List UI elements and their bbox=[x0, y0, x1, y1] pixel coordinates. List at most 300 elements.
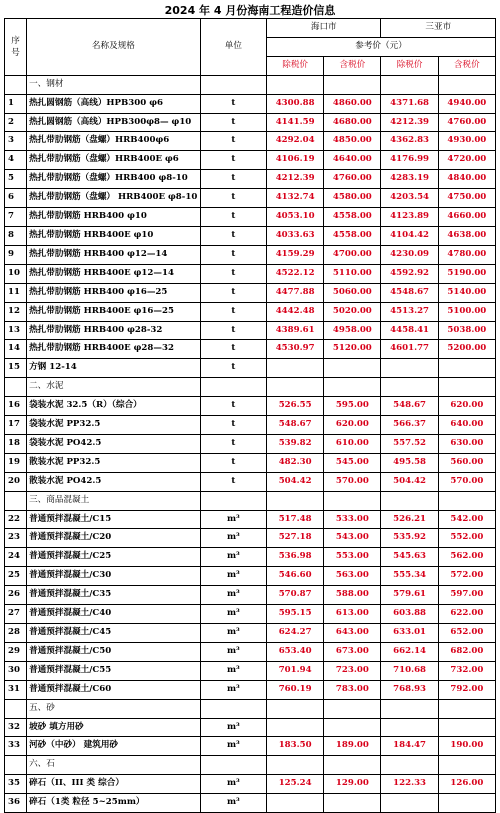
cell-name: 散装水泥 PO42.5 bbox=[27, 472, 201, 491]
cell-sanya-in-tax: 5100.00 bbox=[438, 302, 495, 321]
section-row bbox=[5, 75, 496, 94]
section-title: 三、商品混凝土 bbox=[27, 491, 201, 510]
table-row bbox=[5, 661, 496, 680]
cell-haikou-ex-tax: 536.98 bbox=[267, 548, 324, 567]
cell-no: 11 bbox=[5, 283, 27, 302]
table-row bbox=[5, 510, 496, 529]
cell-unit: t bbox=[200, 283, 266, 302]
cell-unit: m³ bbox=[200, 794, 266, 813]
table-row bbox=[5, 624, 496, 643]
cell-no: 1 bbox=[5, 94, 27, 113]
cell-sanya-ex-tax: 504.42 bbox=[381, 472, 438, 491]
cell-price bbox=[381, 756, 438, 775]
cell-haikou-ex-tax: 548.67 bbox=[267, 416, 324, 435]
table-row bbox=[5, 94, 496, 113]
cell-sanya-ex-tax: 4212.39 bbox=[381, 113, 438, 132]
cell-haikou-in-tax: 4850.00 bbox=[324, 132, 381, 151]
cell-no: 19 bbox=[5, 453, 27, 472]
cell-unit: t bbox=[200, 151, 266, 170]
price-table bbox=[4, 18, 496, 813]
cell-price bbox=[438, 378, 495, 397]
cell-unit: t bbox=[200, 226, 266, 245]
table-row bbox=[5, 453, 496, 472]
table-row bbox=[5, 586, 496, 605]
cell-name: 热扎带肋钢筋（盘螺）HRB400 φ8-10 bbox=[27, 170, 201, 189]
header-sy-in-tax: 含税价 bbox=[438, 56, 495, 75]
cell-unit bbox=[200, 699, 266, 718]
cell-name: 热扎带肋钢筋 HRB400 φ10 bbox=[27, 208, 201, 227]
cell-sanya-ex-tax: 526.21 bbox=[381, 510, 438, 529]
cell-name: 普通预拌混凝土/C25 bbox=[27, 548, 201, 567]
cell-haikou-in-tax: 5120.00 bbox=[324, 340, 381, 359]
table-row bbox=[5, 283, 496, 302]
cell-unit: t bbox=[200, 94, 266, 113]
cell-price bbox=[438, 75, 495, 94]
cell-unit: m³ bbox=[200, 605, 266, 624]
cell-haikou-ex-tax: 526.55 bbox=[267, 397, 324, 416]
cell-sanya-ex-tax: 603.88 bbox=[381, 605, 438, 624]
cell-sanya-in-tax: 652.00 bbox=[438, 624, 495, 643]
cell-no: 4 bbox=[5, 151, 27, 170]
cell-no: 36 bbox=[5, 794, 27, 813]
cell-sanya-ex-tax: 579.61 bbox=[381, 586, 438, 605]
cell-name: 普通预拌混凝土/C50 bbox=[27, 642, 201, 661]
cell-name: 热扎带肋钢筋 HRB400E φ10 bbox=[27, 226, 201, 245]
cell-unit: t bbox=[200, 416, 266, 435]
table-row bbox=[5, 321, 496, 340]
cell-haikou-ex-tax: 517.48 bbox=[267, 510, 324, 529]
table-row bbox=[5, 434, 496, 453]
cell-name: 热扎带肋钢筋 HRB400E φ12—14 bbox=[27, 264, 201, 283]
table-body bbox=[5, 75, 496, 812]
cell-name: 热扎带肋钢筋（盘螺）HRB400E φ6 bbox=[27, 151, 201, 170]
cell-haikou-in-tax: 620.00 bbox=[324, 416, 381, 435]
cell-no: 20 bbox=[5, 472, 27, 491]
cell-haikou-in-tax: 4680.00 bbox=[324, 113, 381, 132]
cell-sanya-ex-tax: 4592.92 bbox=[381, 264, 438, 283]
cell-sanya-in-tax bbox=[438, 794, 495, 813]
table-row bbox=[5, 359, 496, 378]
cell-price bbox=[324, 75, 381, 94]
cell-sanya-ex-tax bbox=[381, 718, 438, 737]
cell-sanya-ex-tax: 535.92 bbox=[381, 529, 438, 548]
cell-sanya-in-tax: 682.00 bbox=[438, 642, 495, 661]
cell-sanya-in-tax: 630.00 bbox=[438, 434, 495, 453]
cell-price bbox=[324, 756, 381, 775]
cell-haikou-in-tax bbox=[324, 794, 381, 813]
cell-no: 15 bbox=[5, 359, 27, 378]
cell-unit: t bbox=[200, 302, 266, 321]
cell-sanya-ex-tax: 4548.67 bbox=[381, 283, 438, 302]
cell-sanya-in-tax: 542.00 bbox=[438, 510, 495, 529]
cell-haikou-ex-tax: 482.30 bbox=[267, 453, 324, 472]
cell-sanya-in-tax: 5140.00 bbox=[438, 283, 495, 302]
cell-unit: m³ bbox=[200, 567, 266, 586]
cell-sanya-ex-tax: 557.52 bbox=[381, 434, 438, 453]
cell-sanya-ex-tax: 4371.68 bbox=[381, 94, 438, 113]
cell-haikou-in-tax: 553.00 bbox=[324, 548, 381, 567]
cell-haikou-ex-tax: 4477.88 bbox=[267, 283, 324, 302]
table-row bbox=[5, 416, 496, 435]
cell-haikou-ex-tax: 4212.39 bbox=[267, 170, 324, 189]
cell-sanya-in-tax: 562.00 bbox=[438, 548, 495, 567]
table-row bbox=[5, 245, 496, 264]
cell-name: 散装水泥 PP32.5 bbox=[27, 453, 201, 472]
cell-haikou-ex-tax: 4442.48 bbox=[267, 302, 324, 321]
cell-sanya-ex-tax: 4362.83 bbox=[381, 132, 438, 151]
cell-sanya-in-tax: 126.00 bbox=[438, 775, 495, 794]
header-hk-ex-tax: 除税价 bbox=[267, 56, 324, 75]
header-hk-in-tax: 含税价 bbox=[324, 56, 381, 75]
cell-price bbox=[324, 699, 381, 718]
cell-name: 热扎带肋钢筋 HRB400E φ28—32 bbox=[27, 340, 201, 359]
cell-haikou-in-tax: 4860.00 bbox=[324, 94, 381, 113]
section-title: 二、水泥 bbox=[27, 378, 201, 397]
cell-name: 普通预拌混凝土/C20 bbox=[27, 529, 201, 548]
cell-haikou-in-tax: 5060.00 bbox=[324, 283, 381, 302]
cell-sanya-ex-tax: 545.63 bbox=[381, 548, 438, 567]
cell-haikou-in-tax: 4640.00 bbox=[324, 151, 381, 170]
cell-haikou-in-tax: 595.00 bbox=[324, 397, 381, 416]
cell-name: 普通预拌混凝土/C55 bbox=[27, 661, 201, 680]
cell-sanya-ex-tax bbox=[381, 794, 438, 813]
cell-name: 普通预拌混凝土/C45 bbox=[27, 624, 201, 643]
cell-no: 27 bbox=[5, 605, 27, 624]
cell-haikou-in-tax: 189.00 bbox=[324, 737, 381, 756]
table-row bbox=[5, 208, 496, 227]
cell-no: 24 bbox=[5, 548, 27, 567]
cell-name: 碎石（1类 粒径 5~25mm） bbox=[27, 794, 201, 813]
cell-no bbox=[5, 491, 27, 510]
cell-name: 普通预拌混凝土/C40 bbox=[27, 605, 201, 624]
cell-sanya-ex-tax: 495.58 bbox=[381, 453, 438, 472]
cell-haikou-ex-tax: 527.18 bbox=[267, 529, 324, 548]
cell-name: 热扎带肋钢筋 HRB400 φ28-32 bbox=[27, 321, 201, 340]
table-row bbox=[5, 113, 496, 132]
table-row bbox=[5, 397, 496, 416]
cell-unit: m³ bbox=[200, 680, 266, 699]
cell-sanya-ex-tax: 122.33 bbox=[381, 775, 438, 794]
cell-haikou-in-tax: 5020.00 bbox=[324, 302, 381, 321]
header-name: 名称及规格 bbox=[27, 19, 201, 76]
cell-haikou-ex-tax: 4132.74 bbox=[267, 189, 324, 208]
header-ref-price: 参考价（元） bbox=[267, 37, 496, 56]
cell-haikou-ex-tax: 4530.97 bbox=[267, 340, 324, 359]
cell-haikou-ex-tax: 4141.59 bbox=[267, 113, 324, 132]
cell-no bbox=[5, 756, 27, 775]
cell-no: 17 bbox=[5, 416, 27, 435]
cell-no: 7 bbox=[5, 208, 27, 227]
cell-no: 22 bbox=[5, 510, 27, 529]
cell-haikou-in-tax: 563.00 bbox=[324, 567, 381, 586]
cell-haikou-in-tax: 610.00 bbox=[324, 434, 381, 453]
cell-sanya-ex-tax: 4203.54 bbox=[381, 189, 438, 208]
cell-name: 热扎带肋钢筋 HRB400 φ12—14 bbox=[27, 245, 201, 264]
cell-sanya-ex-tax bbox=[381, 359, 438, 378]
header-no-line2: 号 bbox=[11, 47, 20, 58]
cell-haikou-in-tax: 543.00 bbox=[324, 529, 381, 548]
cell-unit: t bbox=[200, 208, 266, 227]
cell-name: 热扎带肋钢筋（盘螺）HRB400φ6 bbox=[27, 132, 201, 151]
cell-name: 普通预拌混凝土/C15 bbox=[27, 510, 201, 529]
cell-unit: m³ bbox=[200, 529, 266, 548]
cell-haikou-ex-tax: 504.42 bbox=[267, 472, 324, 491]
cell-sanya-ex-tax: 4104.42 bbox=[381, 226, 438, 245]
cell-sanya-in-tax: 4760.00 bbox=[438, 113, 495, 132]
cell-sanya-ex-tax: 4283.19 bbox=[381, 170, 438, 189]
cell-no: 2 bbox=[5, 113, 27, 132]
cell-price bbox=[267, 699, 324, 718]
cell-sanya-in-tax: 5200.00 bbox=[438, 340, 495, 359]
cell-haikou-in-tax: 4700.00 bbox=[324, 245, 381, 264]
cell-no: 29 bbox=[5, 642, 27, 661]
header-city-sanya: 三亚市 bbox=[381, 19, 496, 38]
cell-no: 5 bbox=[5, 170, 27, 189]
cell-haikou-in-tax bbox=[324, 359, 381, 378]
header-sy-ex-tax: 除税价 bbox=[381, 56, 438, 75]
cell-haikou-in-tax: 4558.00 bbox=[324, 226, 381, 245]
cell-unit: m³ bbox=[200, 586, 266, 605]
cell-haikou-in-tax: 533.00 bbox=[324, 510, 381, 529]
cell-price bbox=[381, 378, 438, 397]
cell-haikou-ex-tax: 4053.10 bbox=[267, 208, 324, 227]
cell-haikou-in-tax: 613.00 bbox=[324, 605, 381, 624]
table-row bbox=[5, 472, 496, 491]
cell-no: 26 bbox=[5, 586, 27, 605]
cell-haikou-ex-tax: 595.15 bbox=[267, 605, 324, 624]
cell-name: 碎石（II、III 类 综合） bbox=[27, 775, 201, 794]
cell-sanya-ex-tax: 555.34 bbox=[381, 567, 438, 586]
cell-sanya-in-tax bbox=[438, 718, 495, 737]
cell-name: 热扎带肋钢筋 HRB400E φ16—25 bbox=[27, 302, 201, 321]
cell-unit bbox=[200, 756, 266, 775]
cell-sanya-in-tax: 190.00 bbox=[438, 737, 495, 756]
cell-price bbox=[267, 378, 324, 397]
cell-name: 河砂（中砂） 建筑用砂 bbox=[27, 737, 201, 756]
cell-sanya-in-tax: 560.00 bbox=[438, 453, 495, 472]
cell-sanya-in-tax bbox=[438, 359, 495, 378]
cell-unit: t bbox=[200, 264, 266, 283]
cell-price bbox=[438, 756, 495, 775]
cell-sanya-in-tax: 570.00 bbox=[438, 472, 495, 491]
cell-sanya-ex-tax: 566.37 bbox=[381, 416, 438, 435]
cell-haikou-in-tax: 545.00 bbox=[324, 453, 381, 472]
cell-sanya-in-tax: 4840.00 bbox=[438, 170, 495, 189]
cell-haikou-in-tax: 4958.00 bbox=[324, 321, 381, 340]
cell-no: 14 bbox=[5, 340, 27, 359]
cell-sanya-in-tax: 792.00 bbox=[438, 680, 495, 699]
cell-unit: t bbox=[200, 132, 266, 151]
cell-no: 32 bbox=[5, 718, 27, 737]
table-row bbox=[5, 226, 496, 245]
cell-unit bbox=[200, 378, 266, 397]
table-row bbox=[5, 302, 496, 321]
table-row bbox=[5, 642, 496, 661]
section-row bbox=[5, 699, 496, 718]
cell-sanya-ex-tax: 710.68 bbox=[381, 661, 438, 680]
cell-sanya-in-tax: 732.00 bbox=[438, 661, 495, 680]
cell-sanya-in-tax: 4638.00 bbox=[438, 226, 495, 245]
cell-no: 10 bbox=[5, 264, 27, 283]
cell-price bbox=[267, 756, 324, 775]
cell-name: 普通预拌混凝土/C35 bbox=[27, 586, 201, 605]
cell-name: 热扎圆钢筋（高线）HPB300 φ6 bbox=[27, 94, 201, 113]
table-row bbox=[5, 605, 496, 624]
cell-haikou-in-tax: 673.00 bbox=[324, 642, 381, 661]
cell-sanya-in-tax: 5190.00 bbox=[438, 264, 495, 283]
cell-unit: m³ bbox=[200, 737, 266, 756]
cell-no: 13 bbox=[5, 321, 27, 340]
cell-haikou-ex-tax bbox=[267, 794, 324, 813]
table-row bbox=[5, 737, 496, 756]
table-row bbox=[5, 794, 496, 813]
cell-no: 33 bbox=[5, 737, 27, 756]
cell-haikou-ex-tax: 4300.88 bbox=[267, 94, 324, 113]
cell-no: 9 bbox=[5, 245, 27, 264]
cell-haikou-in-tax: 723.00 bbox=[324, 661, 381, 680]
cell-haikou-in-tax: 129.00 bbox=[324, 775, 381, 794]
cell-name: 普通预拌混凝土/C30 bbox=[27, 567, 201, 586]
table-row bbox=[5, 775, 496, 794]
cell-no: 3 bbox=[5, 132, 27, 151]
cell-no: 31 bbox=[5, 680, 27, 699]
cell-haikou-ex-tax: 570.87 bbox=[267, 586, 324, 605]
cell-haikou-in-tax: 588.00 bbox=[324, 586, 381, 605]
cell-unit: t bbox=[200, 321, 266, 340]
cell-sanya-ex-tax: 4176.99 bbox=[381, 151, 438, 170]
section-row bbox=[5, 756, 496, 775]
cell-sanya-ex-tax: 4601.77 bbox=[381, 340, 438, 359]
cell-sanya-in-tax: 4780.00 bbox=[438, 245, 495, 264]
header-no bbox=[5, 19, 27, 76]
cell-haikou-in-tax: 570.00 bbox=[324, 472, 381, 491]
cell-sanya-in-tax: 572.00 bbox=[438, 567, 495, 586]
cell-haikou-in-tax: 5110.00 bbox=[324, 264, 381, 283]
header-no-line1: 序 bbox=[11, 35, 20, 46]
cell-haikou-ex-tax: 4106.19 bbox=[267, 151, 324, 170]
cell-haikou-in-tax: 4760.00 bbox=[324, 170, 381, 189]
cell-no: 6 bbox=[5, 189, 27, 208]
section-title: 五、砂 bbox=[27, 699, 201, 718]
cell-haikou-ex-tax: 183.50 bbox=[267, 737, 324, 756]
cell-unit: t bbox=[200, 113, 266, 132]
cell-unit: t bbox=[200, 359, 266, 378]
cell-unit bbox=[200, 75, 266, 94]
cell-price bbox=[267, 75, 324, 94]
cell-no: 23 bbox=[5, 529, 27, 548]
cell-haikou-ex-tax bbox=[267, 359, 324, 378]
cell-haikou-in-tax: 643.00 bbox=[324, 624, 381, 643]
cell-price bbox=[438, 491, 495, 510]
cell-name: 袋装水泥 PP32.5 bbox=[27, 416, 201, 435]
cell-sanya-in-tax: 597.00 bbox=[438, 586, 495, 605]
cell-unit: m³ bbox=[200, 775, 266, 794]
cell-haikou-ex-tax: 4292.04 bbox=[267, 132, 324, 151]
cell-haikou-ex-tax: 624.27 bbox=[267, 624, 324, 643]
cell-no: 8 bbox=[5, 226, 27, 245]
cell-haikou-ex-tax: 653.40 bbox=[267, 642, 324, 661]
table-row bbox=[5, 170, 496, 189]
document-title: 2024 年 4 月份海南工程造价信息 bbox=[164, 4, 336, 17]
cell-sanya-in-tax: 640.00 bbox=[438, 416, 495, 435]
table-row bbox=[5, 189, 496, 208]
cell-unit: m³ bbox=[200, 642, 266, 661]
cell-price bbox=[381, 699, 438, 718]
cell-sanya-ex-tax: 4513.27 bbox=[381, 302, 438, 321]
cell-haikou-in-tax: 783.00 bbox=[324, 680, 381, 699]
table-row bbox=[5, 529, 496, 548]
table-row bbox=[5, 567, 496, 586]
table-row bbox=[5, 680, 496, 699]
cell-sanya-in-tax: 4940.00 bbox=[438, 94, 495, 113]
table-row bbox=[5, 548, 496, 567]
cell-unit: t bbox=[200, 472, 266, 491]
cell-sanya-in-tax: 620.00 bbox=[438, 397, 495, 416]
cell-sanya-in-tax: 4930.00 bbox=[438, 132, 495, 151]
table-row bbox=[5, 264, 496, 283]
cell-sanya-in-tax: 552.00 bbox=[438, 529, 495, 548]
cell-haikou-ex-tax: 4389.61 bbox=[267, 321, 324, 340]
cell-haikou-ex-tax: 701.94 bbox=[267, 661, 324, 680]
cell-price bbox=[381, 491, 438, 510]
table-row bbox=[5, 151, 496, 170]
cell-price bbox=[324, 378, 381, 397]
header-unit: 单位 bbox=[200, 19, 266, 76]
cell-no: 25 bbox=[5, 567, 27, 586]
cell-sanya-in-tax: 4720.00 bbox=[438, 151, 495, 170]
cell-unit: m³ bbox=[200, 718, 266, 737]
cell-sanya-ex-tax: 184.47 bbox=[381, 737, 438, 756]
cell-unit: m³ bbox=[200, 548, 266, 567]
cell-unit: m³ bbox=[200, 510, 266, 529]
cell-unit: t bbox=[200, 245, 266, 264]
cell-price bbox=[438, 699, 495, 718]
cell-no: 30 bbox=[5, 661, 27, 680]
header-city-haikou: 海口市 bbox=[267, 19, 381, 38]
cell-unit: t bbox=[200, 170, 266, 189]
section-row bbox=[5, 491, 496, 510]
cell-no bbox=[5, 378, 27, 397]
table-row bbox=[5, 132, 496, 151]
cell-unit: t bbox=[200, 453, 266, 472]
cell-unit: m³ bbox=[200, 624, 266, 643]
cell-no: 35 bbox=[5, 775, 27, 794]
cell-sanya-ex-tax: 768.93 bbox=[381, 680, 438, 699]
cell-sanya-ex-tax: 662.14 bbox=[381, 642, 438, 661]
cell-price bbox=[324, 491, 381, 510]
cell-haikou-ex-tax bbox=[267, 718, 324, 737]
cell-haikou-ex-tax: 125.24 bbox=[267, 775, 324, 794]
cell-price bbox=[381, 75, 438, 94]
cell-haikou-ex-tax: 4159.29 bbox=[267, 245, 324, 264]
section-row bbox=[5, 378, 496, 397]
cell-no: 18 bbox=[5, 434, 27, 453]
cell-haikou-in-tax: 4580.00 bbox=[324, 189, 381, 208]
cell-no: 28 bbox=[5, 624, 27, 643]
cell-haikou-in-tax: 4558.00 bbox=[324, 208, 381, 227]
cell-unit: t bbox=[200, 397, 266, 416]
cell-name: 热扎带肋钢筋（盘螺） HRB400E φ8-10 bbox=[27, 189, 201, 208]
cell-haikou-ex-tax: 539.82 bbox=[267, 434, 324, 453]
cell-name: 袋装水泥 32.5（R）（综合） bbox=[27, 397, 201, 416]
cell-haikou-ex-tax: 4522.12 bbox=[267, 264, 324, 283]
cell-sanya-ex-tax: 4230.09 bbox=[381, 245, 438, 264]
cell-name: 方钢 12-14 bbox=[27, 359, 201, 378]
cell-haikou-ex-tax: 546.60 bbox=[267, 567, 324, 586]
cell-sanya-ex-tax: 633.01 bbox=[381, 624, 438, 643]
cell-name: 坡砂 填方用砂 bbox=[27, 718, 201, 737]
cell-name: 热扎圆钢筋（高线）HPB300φ8— φ10 bbox=[27, 113, 201, 132]
